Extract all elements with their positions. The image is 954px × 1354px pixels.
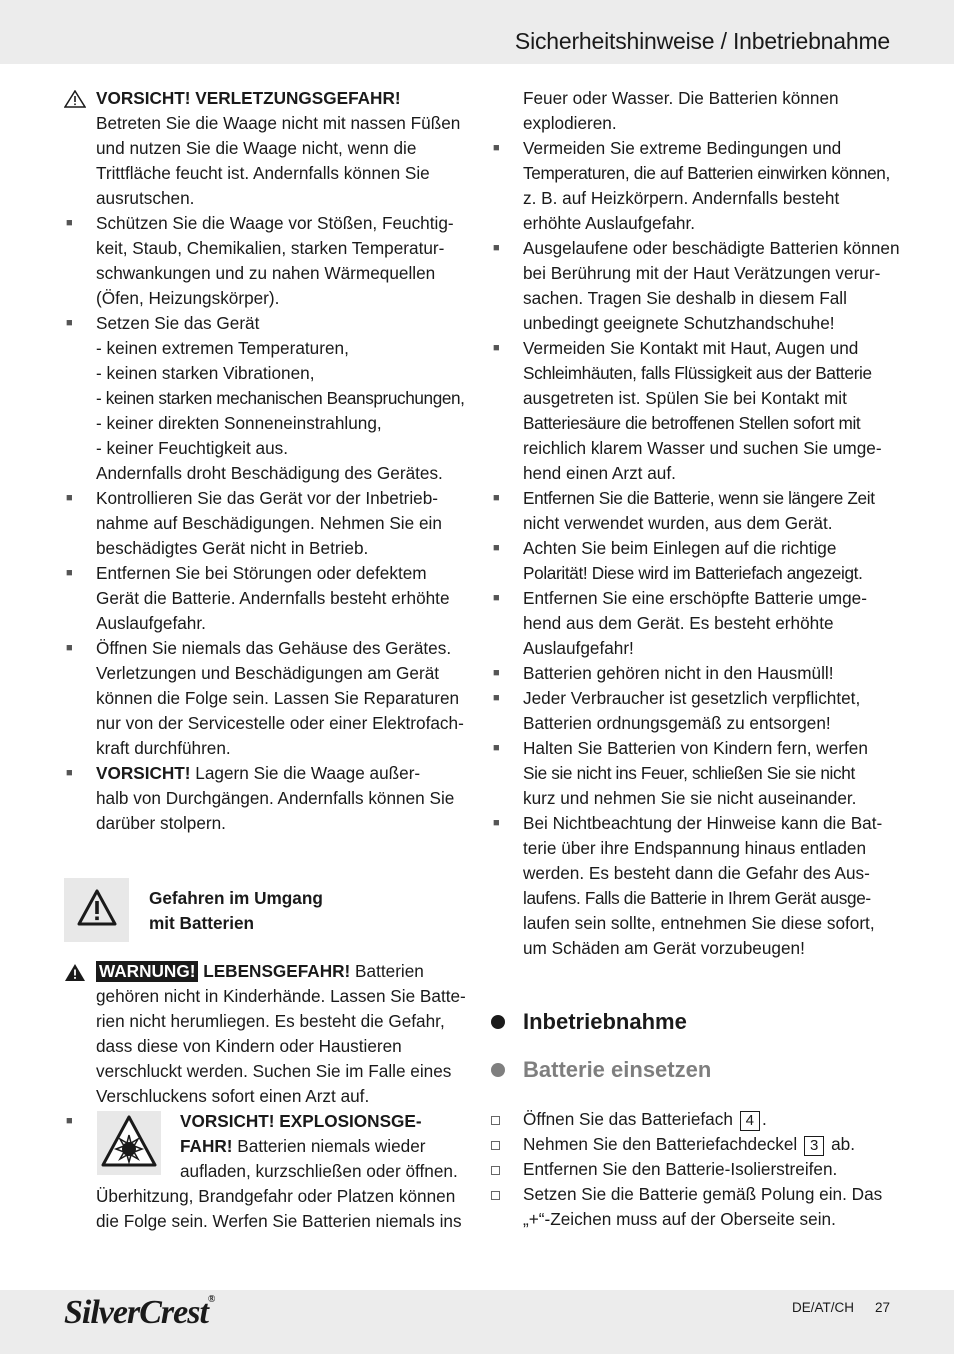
text-line: Verschluckens sofort einen Arzt auf.: [96, 1086, 370, 1106]
text-line: nicht verwendet wurden, aus dem Gerät.: [523, 513, 833, 533]
text-line: - keinen starken Vibrationen,: [96, 363, 315, 383]
text-line: z. B. auf Heizkörpern. Andernfalls besteht: [523, 188, 840, 208]
text-line: reichlich klarem Wasser und suchen Sie umge-: [523, 438, 882, 458]
text-line: Achten Sie beim Einlegen auf die richtige: [523, 538, 837, 558]
section-dot-icon: [491, 1015, 505, 1029]
step-item: [491, 1157, 891, 1182]
text-line: und nutzen Sie die Waage nicht, wenn die: [96, 138, 417, 158]
text-line: Schützen Sie die Waage vor Stößen, Feuchtig-: [96, 213, 454, 233]
page-title: Sicherheitshinweise / Inbetriebnahme: [514, 28, 890, 54]
text-line: verschluckt werden. Suchen Sie im Falle eines: [96, 1061, 452, 1081]
explosion-title: VORSICHT! EXPLOSIONSGE-: [180, 1111, 422, 1131]
text-line: Entfernen Sie eine erschöpfte Batterie umge-: [523, 588, 867, 608]
subsection-heading: [491, 1057, 891, 1082]
caution-injury: [64, 86, 464, 211]
checkbox-bullet-icon: [491, 1191, 500, 1200]
footer-locale: DE/AT/CH: [792, 1300, 855, 1315]
text-line: Gerät die Batterie. Andernfalls besteht erhöhte: [96, 588, 450, 608]
text-line: Betreten Sie die Waage nicht mit nassen Füßen: [96, 113, 461, 133]
battery-bullet-item: [491, 536, 891, 586]
text-line: Jeder Verbraucher ist gesetzlich verpflichtet,: [523, 688, 861, 708]
square-bullet-icon: ■: [66, 1115, 73, 1127]
text-line: Überhitzung, Brandgefahr oder Platzen können: [96, 1186, 456, 1206]
heading-line: mit Batterien: [149, 913, 255, 933]
square-bullet-icon: ■: [66, 217, 73, 229]
step-text: „+“-Zeichen muss auf der Oberseite sein.: [523, 1209, 836, 1229]
step-item: [491, 1182, 891, 1232]
battery-bullet-item: [491, 736, 891, 811]
square-bullet-icon: ■: [66, 567, 73, 579]
battery-bullet-item: [491, 136, 891, 236]
square-bullet-icon: ■: [493, 692, 500, 704]
warning-triangle-icon: [64, 90, 86, 108]
explosion-icon: [97, 1111, 161, 1175]
section-title: Inbetriebnahme: [523, 1009, 687, 1034]
square-bullet-icon: ■: [493, 142, 500, 154]
bullet-store: [64, 761, 464, 836]
caution-title: VORSICHT! VERLETZUNGSGEFAHR!: [96, 88, 401, 108]
battery-warning-icon-cell: [64, 878, 129, 942]
checkbox-bullet-icon: [491, 1116, 500, 1125]
step-text: Entfernen Sie den Batterie-Isolierstreifen.: [523, 1159, 838, 1179]
text-line: sachen. Tragen Sie deshalb in diesem Fall: [523, 288, 847, 308]
text-line: Sie sie nicht ins Feuer, schließen Sie sie nicht: [523, 763, 855, 783]
text-line: Öffnen Sie niemals das Gehäuse des Gerätes.: [96, 638, 452, 658]
text-line: gehören nicht in Kinderhände. Lassen Sie Batte-: [96, 986, 466, 1006]
text-line: Auslaufgefahr!: [523, 638, 634, 658]
step-text: Nehmen Sie den Batteriefachdeckel: [523, 1134, 798, 1154]
subsection-dot-icon: [491, 1063, 505, 1077]
text-line: halb von Durchgängen. Andernfalls können Sie: [96, 788, 455, 808]
text-line: dass diese von Kindern oder Haustieren: [96, 1036, 402, 1056]
text-line: terie über ihre Endspannung hinaus entladen: [523, 838, 867, 858]
text-line: beschädigtes Gerät nicht in Betrieb.: [96, 538, 369, 558]
text-line: die Folge sein. Werfen Sie Batterien niemals ins: [96, 1211, 462, 1231]
text-line: Lagern Sie die Waage außer-: [190, 763, 421, 783]
left-column: [64, 86, 464, 1234]
battery-bullet-item: [491, 661, 891, 686]
text-line: werden. Es besteht dann die Gefahr des Aus-: [523, 863, 870, 883]
text-line: unbedingt geeignete Schutzhandschuhe!: [523, 313, 835, 333]
battery-bullet-item: [491, 236, 900, 336]
square-bullet-icon: ■: [493, 242, 500, 254]
text-line: Batteriesäure die betroffenen Stellen sofort mit: [523, 413, 861, 433]
text-line: Batterien ordnungsgemäß zu entsorgen!: [523, 713, 831, 733]
text-line: rien nicht herumliegen. Es besteht die Gefahr,: [96, 1011, 445, 1031]
battery-hazard-heading: [149, 886, 323, 936]
text-line: - keiner direkten Sonneneinstrahlung,: [96, 413, 382, 433]
square-bullet-icon: ■: [493, 492, 500, 504]
text-line: Verletzungen und Beschädigungen am Gerät: [96, 663, 440, 683]
text-line: - keinen extremen Temperaturen,: [96, 338, 349, 358]
warning-triangle-icon: [76, 888, 118, 928]
warning-life-danger: [64, 959, 464, 1109]
text-line: hend aus dem Gerät. Es besteht erhöhte: [523, 613, 834, 633]
text-line: (Öfen, Heizungskörper).: [96, 288, 280, 308]
part-reference: 3: [804, 1136, 824, 1156]
text-line: - keinen starken mechanischen Beanspruchungen,: [96, 388, 465, 408]
square-bullet-icon: ■: [66, 642, 73, 654]
text-line: nur von der Servicestelle oder einer Elektrofach-: [96, 713, 464, 733]
battery-bullet-item: [491, 336, 891, 486]
checkbox-bullet-icon: [491, 1141, 500, 1150]
text-line: Temperaturen, die auf Batterien einwirken können,: [523, 163, 890, 183]
square-bullet-icon: ■: [493, 342, 500, 354]
text-line: Auslaufgefahr.: [96, 613, 206, 633]
bullet-check: [64, 486, 464, 561]
step-text: Setzen Sie die Batterie gemäß Polung ein. Das: [523, 1184, 883, 1204]
text-line: laufen sein sollte, entnehmen Sie diese sofort,: [523, 913, 875, 933]
bullet-explosion: [64, 1109, 464, 1234]
text-line: Polarität! Diese wird im Batteriefach angezeigt.: [523, 563, 863, 583]
bullet-remove: [64, 561, 464, 636]
text-line: Kontrollieren Sie das Gerät vor der Inbetrieb-: [96, 488, 439, 508]
step-text: Öffnen Sie das Batteriefach: [523, 1109, 733, 1129]
square-bullet-icon: ■: [66, 317, 73, 329]
bullet-open: [64, 636, 464, 761]
text-line: Entfernen Sie bei Störungen oder defektem: [96, 563, 427, 583]
text-line: hend einen Arzt auf.: [523, 463, 676, 483]
text-line: Vermeiden Sie extreme Bedingungen und: [523, 138, 842, 158]
warning-triangle-filled-icon: [64, 963, 86, 982]
bullet-protect: [64, 211, 464, 311]
brand-logo: SilverCrest®: [64, 1294, 215, 1331]
text-line: Setzen Sie das Gerät: [96, 313, 260, 333]
battery-hazard-box: [64, 878, 464, 942]
text-line: können die Folge sein. Lassen Sie Reparaturen: [96, 688, 460, 708]
right-column: [491, 86, 900, 1232]
square-bullet-icon: ■: [66, 492, 73, 504]
square-bullet-icon: ■: [493, 742, 500, 754]
text-line: Vermeiden Sie Kontakt mit Haut, Augen und: [523, 338, 859, 358]
square-bullet-icon: ■: [493, 667, 500, 679]
step-text: ab.: [826, 1134, 856, 1154]
text-line: erhöhte Auslaufgefahr.: [523, 213, 696, 233]
text-line: Batterien gehören nicht in den Hausmüll!: [523, 663, 834, 683]
battery-bullet-item: [491, 686, 891, 736]
battery-bullet-list: [491, 136, 900, 961]
text-line: aufladen, kurzschließen oder öffnen.: [180, 1161, 458, 1181]
part-reference: 4: [740, 1111, 760, 1131]
bullet-expose: [64, 311, 464, 486]
text-line: Batterien niemals wieder: [232, 1136, 426, 1156]
square-bullet-icon: ■: [493, 817, 500, 829]
text-line: Schleimhäuten, falls Flüssigkeit aus der Batterie: [523, 363, 872, 383]
text-line: kurz und nehmen Sie sie nicht auseinander.: [523, 788, 857, 808]
text-line: Entfernen Sie die Batterie, wenn sie längere Zeit: [523, 488, 875, 508]
text-line: Batterien: [350, 961, 424, 981]
battery-bullet-item: [491, 486, 891, 536]
text-line: kraft durchführen.: [96, 738, 231, 758]
text-line: Ausgelaufene oder beschädigte Batterien können: [523, 238, 900, 258]
text-line: nahme auf Beschädigungen. Nehmen Sie ein: [96, 513, 442, 533]
page-number: 27: [875, 1300, 891, 1315]
text-line: keit, Staub, Chemikalien, starken Temperatur-: [96, 238, 445, 258]
text-line: - keiner Feuchtigkeit aus.: [96, 438, 289, 458]
text-line: Andernfalls droht Beschädigung des Gerätes.: [96, 463, 443, 483]
heading-line: Gefahren im Umgang: [149, 888, 323, 908]
square-bullet-icon: ■: [66, 767, 73, 779]
text-line: Bei Nichtbeachtung der Hinweise kann die Bat-: [523, 813, 883, 833]
battery-bullet-item: [491, 811, 891, 961]
text-line: ausrutschen.: [96, 188, 195, 208]
text-line: bei Berührung mit der Haut Verätzungen verur-: [523, 263, 881, 283]
explosion-title-end: FAHR!: [180, 1136, 233, 1156]
section-heading: [491, 1009, 891, 1034]
text-line: schwankungen und zu nahen Wärmequellen: [96, 263, 436, 283]
checkbox-bullet-icon: [491, 1166, 500, 1175]
step-text: .: [762, 1109, 767, 1129]
text-line: Feuer oder Wasser. Die Batterien können: [523, 88, 839, 108]
text-line: ausgetreten ist. Spülen Sie bei Kontakt mit: [523, 388, 847, 408]
text-line: Trittfläche feucht ist. Andernfalls können Sie: [96, 163, 430, 183]
text-line: Halten Sie Batterien von Kindern fern, werfen: [523, 738, 868, 758]
subsection-title: Batterie einsetzen: [523, 1057, 712, 1082]
square-bullet-icon: ■: [493, 542, 500, 554]
warning-label: WARNUNG!: [96, 961, 198, 982]
step-item: [491, 1107, 891, 1132]
text-line: explodieren.: [523, 113, 617, 133]
text-line: um Schäden am Gerät vorzubeugen!: [523, 938, 805, 958]
danger-label: LEBENSGEFAHR!: [198, 961, 351, 981]
step-item: [491, 1132, 891, 1157]
text-line: darüber stolpern.: [96, 813, 226, 833]
text-line: laufens. Falls die Batterie in Ihrem Gerät ausge-: [523, 888, 871, 908]
continued-text: [491, 86, 891, 136]
step-list: [491, 1107, 891, 1232]
battery-bullet-item: [491, 586, 891, 661]
caution-label: VORSICHT!: [96, 763, 191, 783]
square-bullet-icon: ■: [493, 592, 500, 604]
